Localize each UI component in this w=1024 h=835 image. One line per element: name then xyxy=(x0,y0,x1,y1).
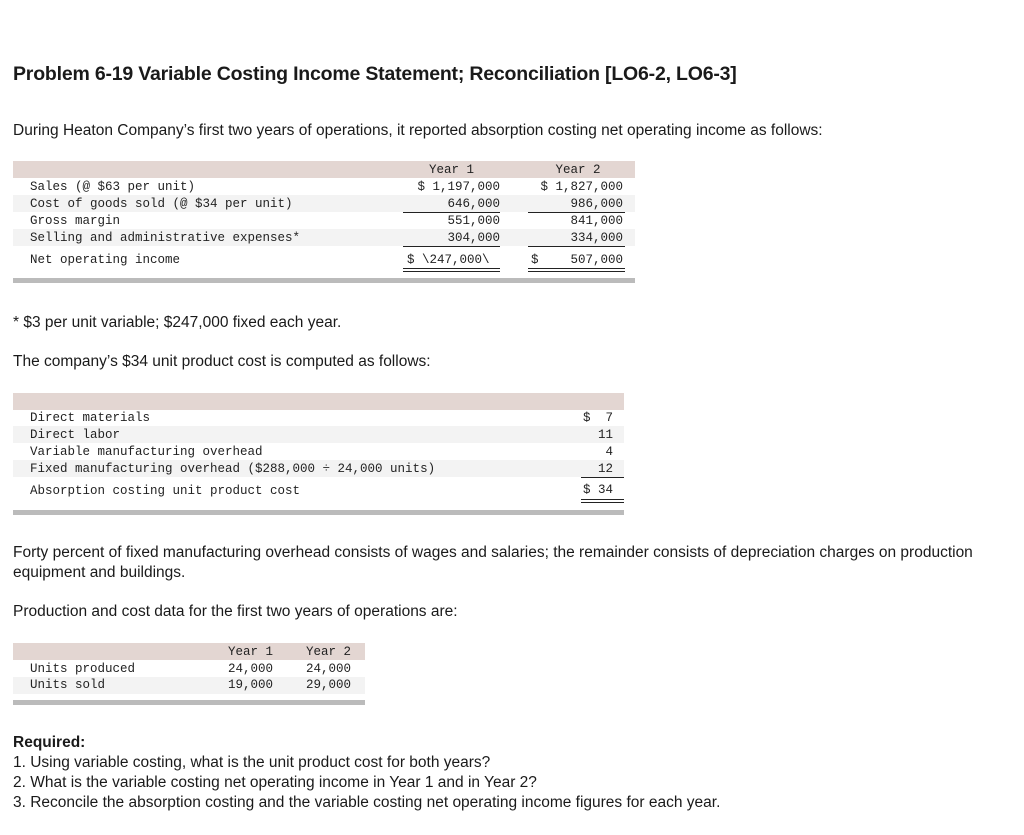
income-row-label: Gross margin xyxy=(30,214,121,228)
unit-cost-value: 11 xyxy=(597,428,613,442)
intro-text: During Heaton Company’s first two years of operations, it reported absorption costing net operating income as follows: xyxy=(13,122,823,139)
production-cell-y1: 19,000 xyxy=(227,678,273,692)
income-cell-y2-sign: $ xyxy=(531,253,539,267)
unit-cost-row-label: Direct labor xyxy=(30,428,121,442)
income-cell-y1: $ 1,197,000 xyxy=(417,180,500,194)
production-intro: Production and cost data for the first two years of operations are: xyxy=(13,603,458,620)
footnote: * $3 per unit variable; $247,000 fixed each year. xyxy=(13,314,342,331)
production-cell-y2: 29,000 xyxy=(305,678,351,692)
income-cell-y1: $ \247,000\ xyxy=(407,253,490,267)
income-header-year1: Year 1 xyxy=(428,163,474,177)
income-cell-y2: 986,000 xyxy=(570,197,623,211)
income-header-year2: Year 2 xyxy=(555,163,601,177)
unit-cost-row-label: Absorption costing unit product cost xyxy=(30,484,301,498)
income-cell-y2: 841,000 xyxy=(570,214,623,228)
unit-cost-value: $ 7 xyxy=(582,411,613,425)
income-cell-y1: 304,000 xyxy=(447,231,500,245)
required-item: 3. Reconcile the absorption costing and the variable costing net operating income figures for each year. xyxy=(13,794,721,811)
required-section xyxy=(13,733,1013,813)
required-item: 2. What is the variable costing net operating income in Year 1 and in Year 2? xyxy=(13,774,537,791)
income-row-label: Cost of goods sold (@ $34 per unit) xyxy=(30,197,293,211)
required-heading: Required: xyxy=(13,734,86,751)
unit-cost-value: 12 xyxy=(597,462,613,476)
income-row-label: Selling and administrative expenses* xyxy=(30,231,301,245)
production-row-label: Units produced xyxy=(30,662,136,676)
production-header-year2: Year 2 xyxy=(305,645,351,659)
unit-cost-row-label: Variable manufacturing overhead xyxy=(30,445,263,459)
unit-cost-intro: The company’s $34 unit product cost is computed as follows: xyxy=(13,353,431,370)
unit-cost-value: 4 xyxy=(605,445,613,459)
production-header-year1: Year 1 xyxy=(227,645,273,659)
unit-cost-header-band xyxy=(13,393,624,410)
unit-cost-row-label: Fixed manufacturing overhead ($288,000 ÷ 24,000 units) xyxy=(30,462,436,476)
income-row-label: Net operating income xyxy=(30,253,181,267)
income-cell-y2: 334,000 xyxy=(570,231,623,245)
unit-cost-row-label: Direct materials xyxy=(30,411,151,425)
income-cell-y1: 551,000 xyxy=(447,214,500,228)
unit-cost-value: $ 34 xyxy=(582,483,613,497)
production-cell-y2: 24,000 xyxy=(305,662,351,676)
income-cell-y2: $ 1,827,000 xyxy=(540,180,623,194)
production-cell-y1: 24,000 xyxy=(227,662,273,676)
production-row-label: Units sold xyxy=(30,678,106,692)
income-row-label: Sales (@ $63 per unit) xyxy=(30,180,196,194)
income-cell-y1: 646,000 xyxy=(447,197,500,211)
income-cell-y2: 507,000 xyxy=(570,253,623,267)
problem-title: Problem 6-19 Variable Costing Income Statement; Reconciliation [LO6-2, LO6-3] xyxy=(13,63,737,85)
required-item: 1. Using variable costing, what is the unit product cost for both years? xyxy=(13,754,491,771)
overhead-note: Forty percent of fixed manufacturing overhead consists of wages and salaries; the remainder consists of depreciation charges on production equipment and buildings. xyxy=(13,544,973,581)
